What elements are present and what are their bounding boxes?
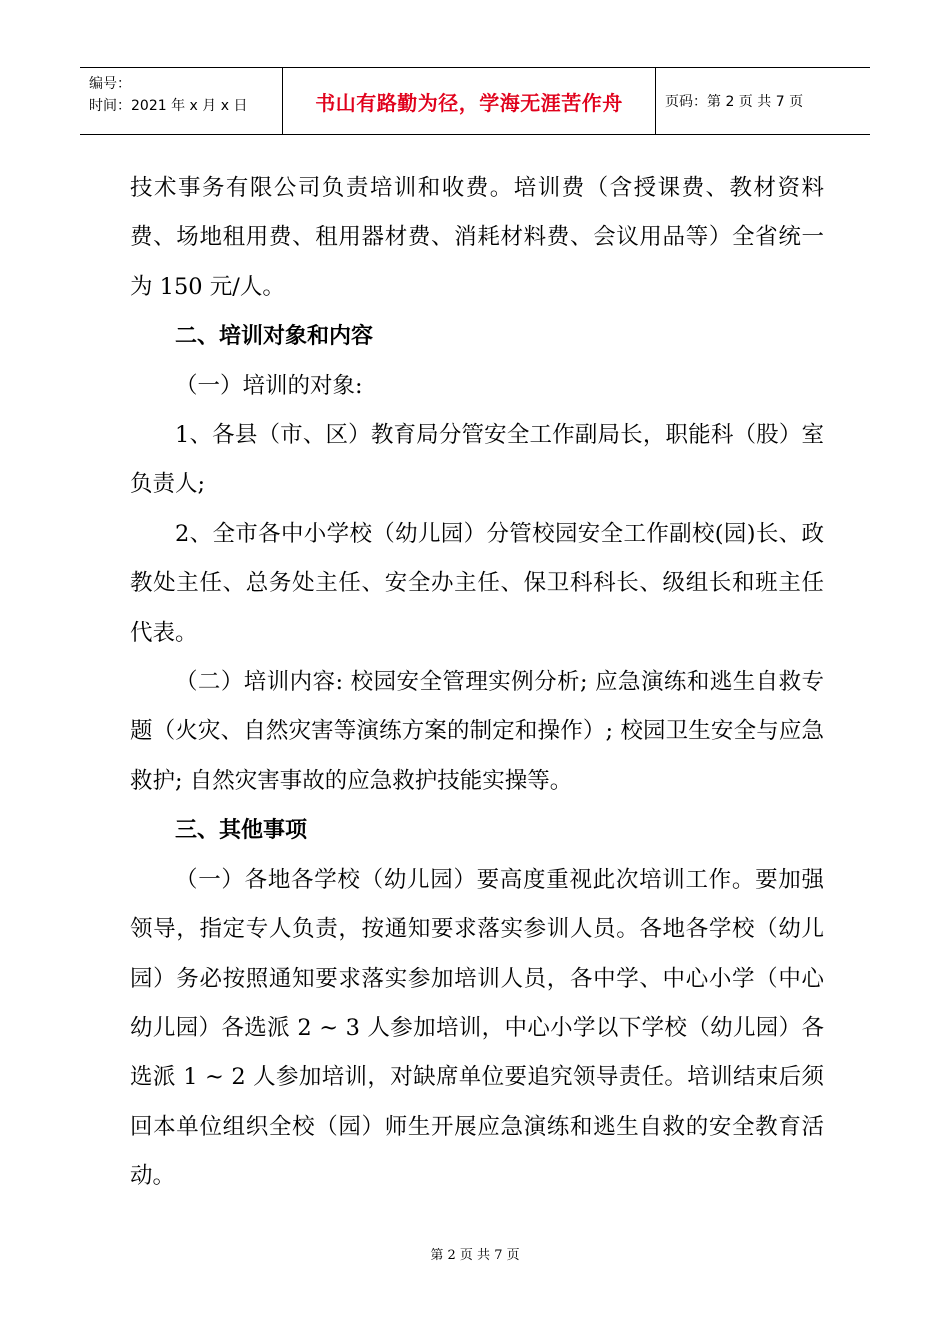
paragraph-target-2: 2、全市各中小学校（幼儿园）分管校园安全工作副校(园)长、政教处主任、总务处主任、安全办主任、保卫科科长、级组长和班主任代表。	[130, 520, 824, 646]
paragraph-fee: 技术事务有限公司负责培训和收费。培训费（含授课费、教材资料费、场地租用费、租用器材费、消耗材料费、会议用品等）全省统一为 150 元/人。	[130, 175, 824, 300]
paragraph-other-matters-1: （一）各地各学校（幼儿园）要高度重视此次培训工作。要加强领导，指定专人负责，按通知要求落实参训人员。各地各学校（幼儿园）务必按照通知要求落实参加培训人员，各中学、中心小学（中心幼儿园）各选派 2 ~ 3 人参加培训，中心小学以下学校（幼儿园）各选派 1 ~ 2 人参加培训，对缺席单位要追究领导责任。培训结束后须回本单位组织全校（园）师生开展应急演练和逃生自救的安全教育活动。	[130, 866, 824, 1190]
paragraph-targets-intro: （一）培训的对象:	[175, 372, 363, 399]
paragraph-training-content: （二）培训内容: 校园安全管理实例分析; 应急演练和逃生自救专题（火灾、自然灾害等演练方案的制定和操作）; 校园卫生安全与应急救护; 自然灾害事故的应急救护技能实操等。	[130, 669, 824, 794]
date-label: 时间：2021 年 x 月 x 日	[89, 98, 248, 114]
paragraph-target-1: 1、各县（市、区）教育局分管安全工作副局长，职能科（股）室负责人;	[130, 422, 824, 498]
header-meta-cell	[80, 68, 283, 134]
section-heading-training-targets: 二、培训对象和内容	[175, 324, 374, 350]
document-header	[80, 67, 870, 135]
header-page-info: 页码：第 2 页 共 7 页	[665, 94, 804, 110]
header-motto: 书山有路勤为径，学海无涯苦作舟	[283, 68, 656, 134]
document-body	[130, 164, 824, 1202]
page-footer: 第 2 页 共 7 页	[430, 1248, 520, 1263]
section-heading-other-matters: 三、其他事项	[175, 818, 308, 844]
serial-number-label: 编号：	[89, 76, 131, 92]
